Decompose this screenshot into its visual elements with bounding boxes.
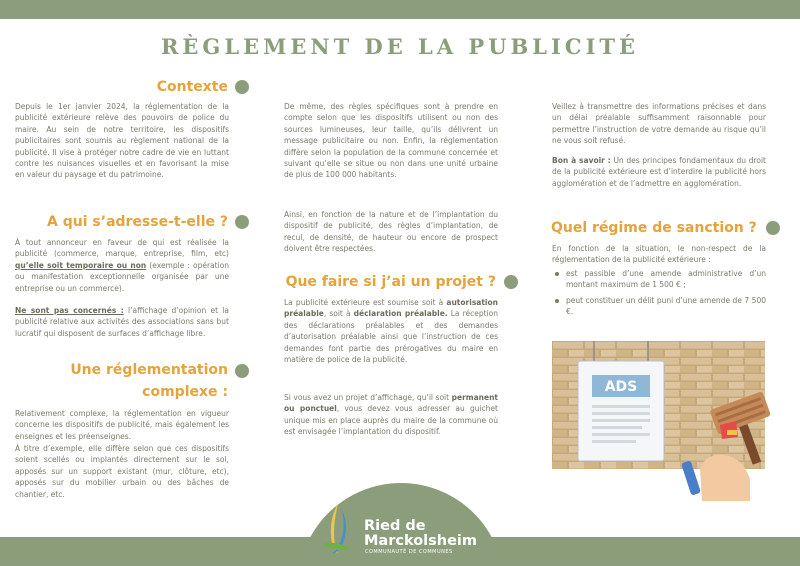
projet-text-2: Si vous avez un projet d’affichage, qu’il soit permanent ou ponctuel, vous devez vous adresser au guichet unique mis en place auprès du maire de la commune où est envisagée l’implantation du dispositif. — [284, 393, 498, 437]
qui-text-2: Ne sont pas concernés : l’affichage d’opinion et la publicité relative aux activités des associations sans but lucratif qui disposent de surfaces d’affichage libre. — [15, 306, 229, 338]
sanction-list — [552, 268, 766, 322]
top-band — [0, 0, 800, 19]
logo-subtitle: COMMUNAUTÉ DE COMMUNES — [365, 549, 453, 555]
transmettre-text-1: Veillez à transmettre des informations précises et dans un délai préalable suffisamment raisonnable pour permettre l’instruction de votre demande au risque qu’il ne vous soit refusé. — [552, 102, 766, 146]
bullet-dot-icon — [235, 364, 249, 378]
complexe-text-1: Relativement complexe, la réglementation en vigueur concerne les dispositifs de publicité, mais également les enseignes et les préenseignes. — [15, 409, 229, 441]
bullet-dot-icon — [235, 215, 249, 229]
list-item: peut constituer un délit puni d’une amende de 7 500 €. — [552, 295, 766, 318]
bullet-dot-icon — [235, 80, 249, 94]
contexte-text: Depuis le 1er janvier 2024, la réglementation de la publicité extérieure relève des pouvoirs de police du maire. Au sein de notre territoire, les dispositifs publicitaires sont soumis au règlement national de la publicité. Il vise à protéger notre cadre de vie en luttant contre les nuisances visuelles et en favorisant la mise en valeur du paysage et du patrimoine. — [15, 102, 229, 180]
bullet-dot-icon — [766, 221, 780, 235]
projet-text-1: La publicité extérieure est soumise soit à autorisation préalable, soit à déclaration préalable. La réception des déclarations préalables et des demandes d’autorisation préalable ainsi que l’instruction de ces demandes font partie des prérogatives du maire en matière de police de la publicité. — [284, 298, 498, 365]
sanction-intro: En fonction de la situation, le non-respect de la réglementation de la publicité extérieure : — [552, 244, 766, 265]
specifiques-text-2: Ainsi, en fonction de la nature et de l’implantation du dispositif de publicité, des règles d’implantation, de recul, de densité, de hauteur ou encore de prospect doivent être respectées. — [284, 210, 498, 254]
bullet-dot-icon — [504, 275, 518, 289]
heading-contexte: Contexte — [156, 79, 228, 95]
logo-icon — [318, 500, 358, 556]
brick-wall-illustration — [552, 341, 800, 501]
complexe-text-2: À titre d’exemple, elle diffère selon que ces dispositifs soient scellés ou implantés directement sur le sol, apposés sur un support existant (mur, clôture, etc), apposés sur du mobilier urbain ou des bâches de chantier, etc. — [15, 444, 229, 499]
heading-qui: A qui s’adresse-t-elle ? — [47, 214, 228, 230]
heading-complexe: Une réglementation complexe : — [70, 362, 228, 400]
heading-projet: Que faire si j’ai un projet ? — [285, 274, 496, 290]
specifiques-text-1: De même, des règles spécifiques sont à prendre en compte selon que les dispositifs utilisent ou non des sources lumineuses, leur taille, qu’ils délivrent un message publicitaire ou non. Enfin, la réglementation diffère selon la population de la commune concernée et suivant qu’elle se situe ou non dans une unité urbaine de plus de 100 000 habitants. — [284, 102, 498, 180]
list-item: est passible d’une amende administrative d’un montant maximum de 1 500 € ; — [552, 268, 766, 291]
transmettre-text-2: Bon à savoir : Un des principes fondamentaux du droit de la publicité extérieure est d’interdire la publicité hors agglomération et de l’admettre en agglomération. — [552, 156, 766, 188]
page-title: RÈGLEMENT DE LA PUBLICITÉ — [160, 34, 640, 59]
board-label: ADS — [604, 379, 638, 395]
illustration — [552, 341, 765, 469]
heading-sanction: Quel régime de sanction ? — [551, 220, 757, 236]
logo-name: Ried de Marckolsheim — [364, 518, 478, 549]
qui-text-1: À tout annonceur en faveur de qui est réalisée la publicité (commerce, marque, entreprise, film, etc) qu’elle soit temporaire ou non (exemple : opération ou manifestation exceptionnelle organisée par une entreprise ou un commerce). — [15, 238, 229, 293]
